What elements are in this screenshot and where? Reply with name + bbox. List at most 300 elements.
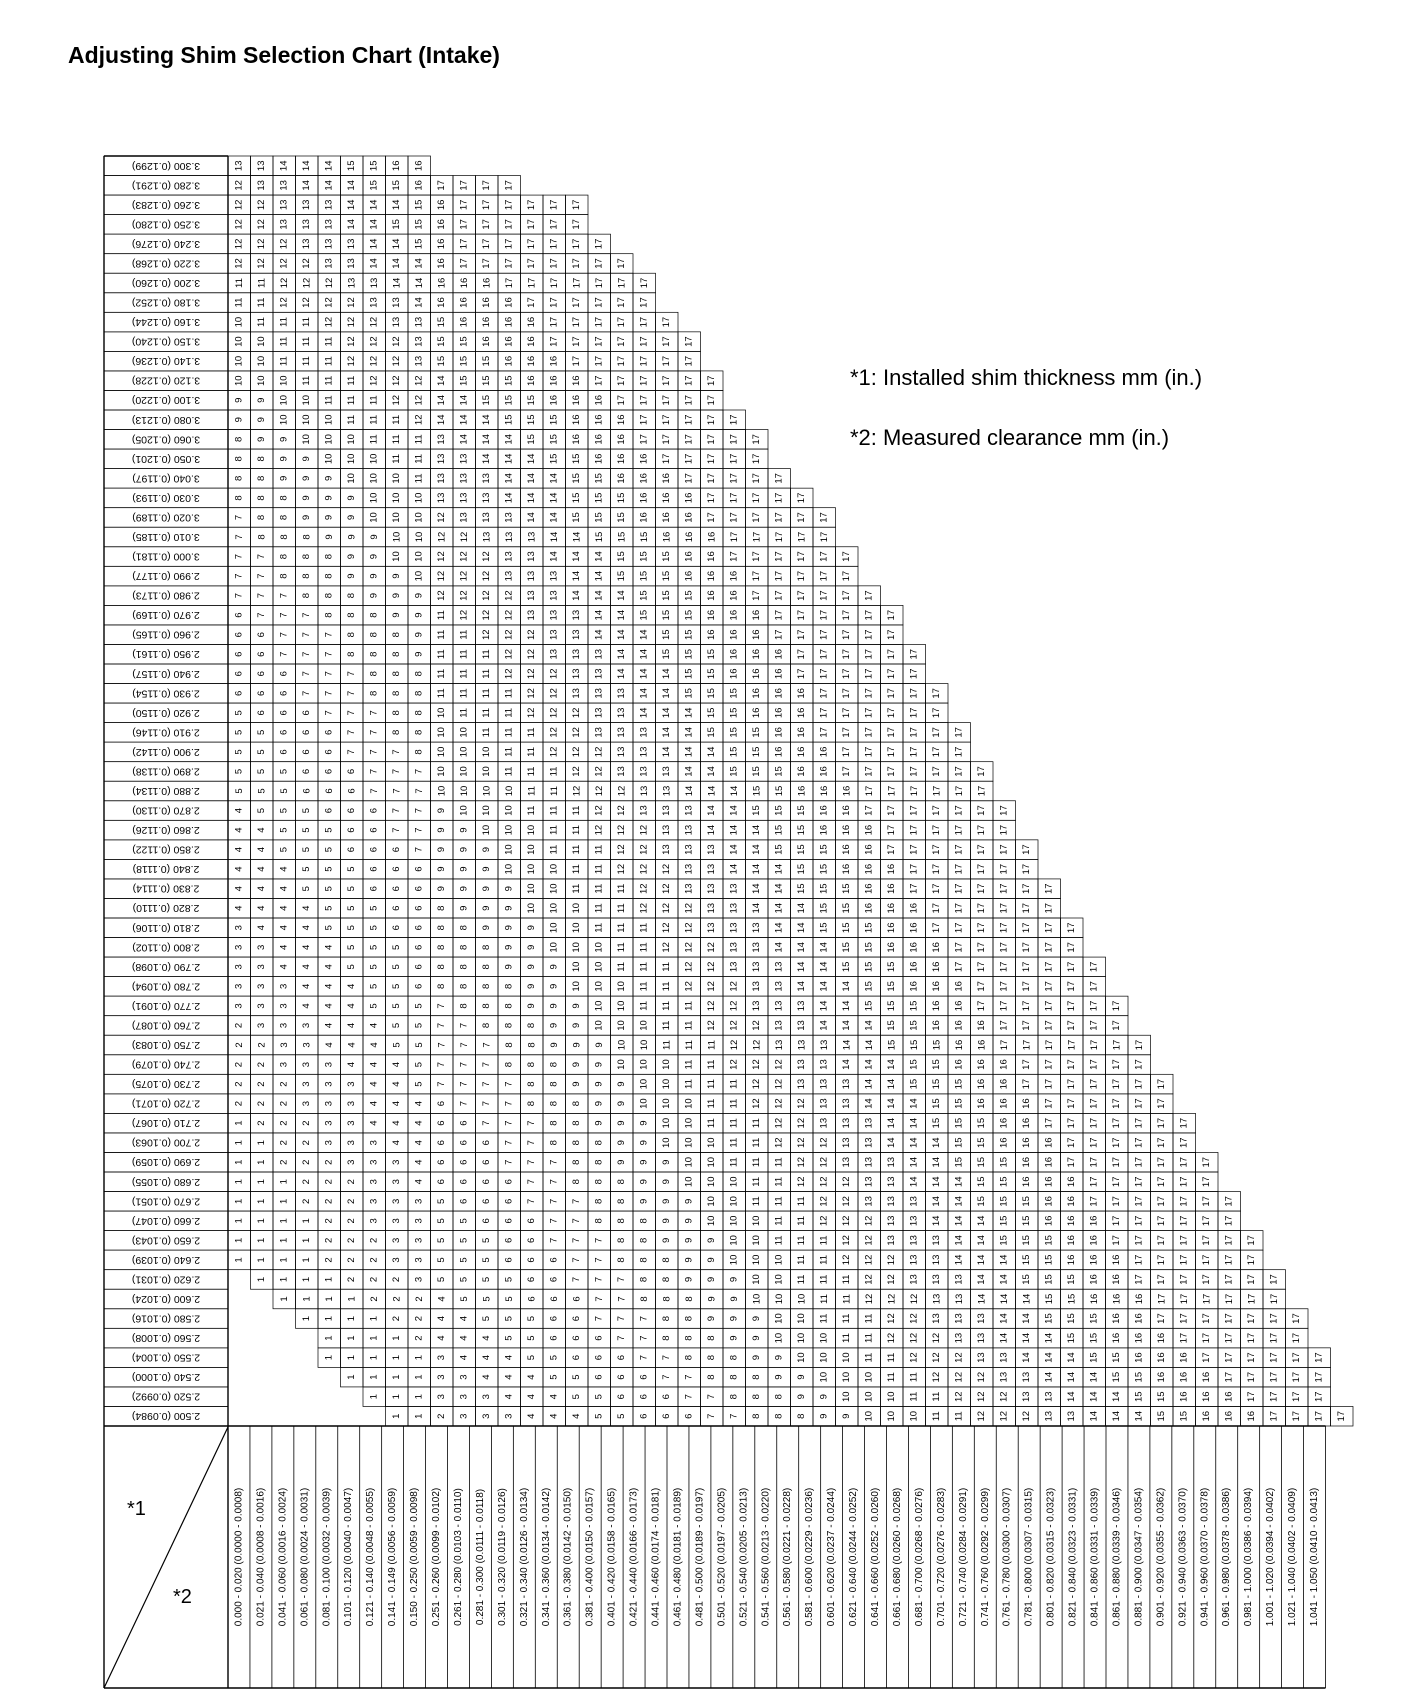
shim-number: 3	[278, 1042, 290, 1048]
shim-number: 15	[1021, 1215, 1033, 1227]
shim-number: 8	[571, 1140, 583, 1146]
shim-number: 17	[1088, 1078, 1100, 1090]
shim-number: 13	[368, 277, 380, 289]
shim-number: 4	[346, 983, 358, 990]
shim-number: 14	[323, 180, 335, 191]
shim-number: 17	[841, 648, 853, 660]
shim-number: 11	[661, 981, 673, 992]
shim-number: 17	[931, 805, 943, 816]
shim-number: 16	[818, 766, 830, 777]
shim-number: 17	[841, 570, 853, 582]
shim-number: 4	[368, 1042, 380, 1048]
shim-number: 6	[458, 1198, 470, 1204]
shim-number: 6	[391, 905, 403, 911]
shim-number: 9	[728, 1296, 740, 1302]
shim-number: 16	[571, 434, 583, 445]
shim-number: 7	[323, 651, 335, 657]
shim-number: 15	[728, 727, 740, 738]
shim-number: 9	[661, 1237, 673, 1244]
shim-number: 15	[976, 1137, 988, 1148]
shim-number: 13	[503, 570, 515, 582]
shim-number: 11	[548, 805, 560, 816]
shim-number: 12	[301, 277, 313, 289]
shim-number: 10	[436, 746, 448, 758]
shim-number: 3	[368, 1159, 380, 1165]
shim-number: 11	[458, 649, 470, 660]
shim-number: 17	[503, 258, 515, 269]
shim-number: 8	[323, 612, 335, 618]
shim-number: 17	[908, 648, 920, 660]
shim-number: 13	[796, 1020, 808, 1031]
shim-number: 14	[953, 1196, 965, 1207]
shim-number: 14	[751, 844, 763, 855]
shim-number: 17	[638, 414, 650, 426]
shim-number: 17	[1111, 1000, 1123, 1012]
shim-number: 2	[346, 1198, 358, 1204]
shim-number: 6	[278, 671, 290, 677]
shim-number: 17	[503, 238, 515, 250]
shim-number: 17	[773, 590, 785, 601]
shim-number: 14	[728, 785, 740, 797]
shim-number: 17	[638, 355, 650, 367]
shim-number: 7	[638, 1315, 650, 1322]
shim-number: 14	[548, 473, 560, 484]
shim-number: 17	[931, 902, 943, 914]
shim-number: 12	[841, 1235, 853, 1246]
shim-number: 10	[526, 844, 538, 855]
shim-number: 4	[256, 925, 268, 931]
shim-number: 13	[391, 297, 403, 308]
shim-number: 16	[998, 1059, 1010, 1070]
shim-number: 15	[773, 805, 785, 816]
shim-number: 15	[908, 1000, 920, 1012]
shim-number: 13	[683, 805, 695, 816]
shim-number: 16	[548, 355, 560, 367]
shim-number: 7	[233, 592, 245, 599]
shim-number: 12	[256, 199, 268, 211]
shim-number: 12	[638, 863, 650, 875]
shim-number: 5	[301, 886, 313, 892]
shim-number: 14	[413, 258, 425, 269]
shim-number: 7	[346, 710, 358, 716]
shim-number: 17	[1178, 1332, 1190, 1344]
thickness-labels	[132, 160, 200, 1422]
shim-number: 8	[368, 632, 380, 638]
shim-number: 13	[931, 1293, 943, 1305]
shim-number: 17	[931, 824, 943, 836]
shim-number: 17	[773, 629, 785, 640]
shim-number: 12	[278, 238, 290, 250]
shim-number: 17	[661, 453, 673, 465]
shim-number: 2	[391, 1315, 403, 1322]
shim-number: 5	[413, 1061, 425, 1068]
shim-number: 9	[391, 592, 403, 599]
shim-number: 5	[391, 1042, 403, 1048]
shim-number: 6	[683, 1413, 695, 1419]
shim-number: 15	[998, 1196, 1010, 1207]
shim-number: 17	[548, 316, 560, 328]
clearance-column-label: 0.341 - 0.360 (0.0134 - 0.0142)	[540, 1487, 552, 1627]
shim-number: 8	[481, 1022, 493, 1029]
shim-number: 16	[1156, 1352, 1168, 1363]
shim-number: 17	[1043, 922, 1055, 934]
shim-number: 9	[458, 866, 470, 872]
shim-number: 16	[1111, 1313, 1123, 1324]
shim-number: 12	[503, 609, 515, 621]
shim-number: 13	[683, 844, 695, 855]
shim-number: 14	[526, 473, 538, 484]
shim-number: 8	[368, 651, 380, 657]
shim-number: 3	[413, 1276, 425, 1283]
shim-number: 11	[503, 688, 515, 699]
shim-number: 15	[841, 922, 853, 934]
shim-number: 10	[548, 942, 560, 953]
shim-number: 7	[458, 1100, 470, 1107]
shim-number: 6	[571, 1315, 583, 1322]
shim-number: 17	[616, 336, 628, 347]
shim-number: 10	[841, 1371, 853, 1383]
shim-number: 16	[1043, 1196, 1055, 1207]
shim-number: 12	[751, 1039, 763, 1051]
shim-number: 17	[1223, 1332, 1235, 1344]
shim-number: 7	[593, 1315, 605, 1322]
shim-number: 3	[391, 1257, 403, 1263]
shim-number: 3	[256, 964, 268, 970]
shim-number: 15	[796, 883, 808, 894]
thickness-row-label: 2.770 (0.1091)	[131, 999, 201, 1012]
shim-number: 1	[413, 1354, 425, 1361]
shim-number: 12	[548, 727, 560, 738]
shim-number: 10	[796, 1293, 808, 1305]
shim-number: 1	[233, 1140, 245, 1146]
shim-number: 17	[683, 375, 695, 386]
shim-number: 14	[1088, 1391, 1100, 1402]
shim-number: 10	[863, 1371, 875, 1383]
shim-number: 2	[256, 1061, 268, 1068]
shim-number: 17	[1021, 961, 1033, 973]
shim-number: 11	[346, 375, 358, 386]
shim-number: 4	[458, 1335, 470, 1341]
shim-number: 17	[1066, 922, 1078, 934]
shim-number: 6	[526, 1296, 538, 1302]
shim-number: 11	[841, 1294, 853, 1304]
shim-number: 13	[593, 648, 605, 660]
shim-number: 8	[368, 671, 380, 677]
shim-number: 13	[638, 766, 650, 777]
shim-number: 12	[773, 1137, 785, 1148]
shim-number: 16	[1088, 1274, 1100, 1285]
shim-number: 13	[863, 1117, 875, 1129]
shim-number: 10	[391, 512, 403, 523]
shim-number: 12	[256, 238, 268, 250]
shim-number: 4	[571, 1413, 583, 1419]
shim-number: 17	[1178, 1196, 1190, 1207]
shim-number: 16	[1133, 1352, 1145, 1363]
shim-number: 17	[1111, 1176, 1123, 1188]
shim-number: 16	[616, 434, 628, 445]
shim-number: 10	[233, 316, 245, 328]
shim-number: 10	[616, 981, 628, 992]
shim-number: 8	[638, 1296, 650, 1302]
shim-number: 13	[773, 961, 785, 973]
shim-number: 16	[953, 1059, 965, 1070]
shim-number: 9	[458, 827, 470, 833]
shim-number: 7	[638, 1335, 650, 1341]
shim-number: 10	[256, 355, 268, 367]
shim-number: 5	[458, 1237, 470, 1244]
shim-number: 9	[301, 514, 313, 521]
shim-number: 4	[323, 1022, 335, 1029]
shim-number: 14	[773, 922, 785, 934]
shim-number: 14	[728, 805, 740, 816]
thickness-row-label: 2.940 (0.1157)	[132, 667, 200, 680]
shim-number: 11	[661, 1000, 673, 1011]
shim-number: 7	[346, 671, 358, 677]
shim-number: 8	[593, 1179, 605, 1185]
shim-number: 16	[773, 707, 785, 719]
shim-number: 9	[683, 1276, 695, 1283]
shim-number: 12	[976, 1410, 988, 1422]
shim-number: 8	[301, 553, 313, 560]
shim-number: 17	[931, 883, 943, 894]
shim-number: 15	[1178, 1410, 1190, 1422]
shim-number: 17	[481, 238, 493, 250]
shim-number: 4	[323, 1003, 335, 1009]
shim-number: 17	[1111, 1235, 1123, 1246]
shim-number: 17	[908, 688, 920, 699]
shim-number: 16	[1133, 1293, 1145, 1305]
shim-number: 12	[526, 648, 538, 660]
shim-number: 12	[796, 1117, 808, 1129]
shim-number: 17	[886, 609, 898, 621]
shim-number: 11	[706, 1098, 718, 1109]
shim-number: 16	[796, 707, 808, 719]
shim-number: 12	[616, 785, 628, 797]
shim-number: 11	[278, 356, 290, 367]
shim-number: 17	[953, 844, 965, 855]
shim-number: 5	[503, 1296, 515, 1302]
shim-number: 5	[526, 1354, 538, 1361]
shim-number: 14	[1066, 1371, 1078, 1383]
shim-number: 11	[661, 1020, 673, 1031]
shim-number: 10	[481, 766, 493, 777]
shim-number: 1	[323, 1335, 335, 1341]
shim-number: 17	[976, 863, 988, 875]
shim-number: 1	[278, 1179, 290, 1185]
shim-number: 12	[571, 727, 583, 738]
shim-number: 9	[661, 1218, 673, 1224]
shim-number: 15	[886, 1000, 898, 1012]
shim-number: 16	[706, 590, 718, 601]
shim-number: 10	[683, 1098, 695, 1109]
shim-number: 1	[391, 1374, 403, 1380]
shim-number: 13	[593, 707, 605, 719]
shim-number: 16	[796, 688, 808, 699]
shim-number: 6	[413, 944, 425, 950]
shim-number: 17	[458, 238, 470, 250]
shim-number: 15	[391, 180, 403, 191]
shim-number: 13	[278, 219, 290, 230]
shim-number: 17	[1156, 1137, 1168, 1148]
shim-number: 16	[571, 375, 583, 386]
shim-number: 12	[683, 902, 695, 914]
shim-number: 17	[1201, 1235, 1213, 1246]
shim-number: 15	[863, 1000, 875, 1012]
shim-number: 13	[526, 531, 538, 543]
shim-number: 12	[683, 922, 695, 934]
shim-number: 8	[458, 925, 470, 931]
shim-number: 13	[908, 1235, 920, 1246]
clearance-column-label: 0.121 - 0.140 (0.0048 - 0.0055)	[365, 1487, 377, 1627]
thickness-row-label: 2.560 (0.1008)	[131, 1332, 201, 1345]
shim-number: 13	[931, 1274, 943, 1285]
shim-number: 6	[593, 1374, 605, 1380]
shim-number: 3	[368, 1218, 380, 1224]
shim-number: 12	[436, 590, 448, 601]
shim-number: 17	[616, 355, 628, 367]
shim-number: 13	[616, 688, 628, 699]
shim-number: 10	[481, 746, 493, 758]
shim-number: 12	[458, 531, 470, 543]
shim-number: 2	[368, 1237, 380, 1244]
shim-number: 17	[863, 746, 875, 758]
shim-number: 16	[1223, 1391, 1235, 1402]
shim-number: 17	[503, 219, 515, 230]
shim-number: 3	[391, 1159, 403, 1165]
shim-number: 9	[751, 1335, 763, 1341]
shim-number: 15	[1066, 1332, 1078, 1344]
shim-number: 7	[233, 573, 245, 579]
shim-number: 9	[323, 514, 335, 521]
shim-number: 13	[436, 453, 448, 465]
shim-number: 9	[796, 1394, 808, 1400]
shim-number: 17	[796, 512, 808, 523]
shim-number: 16	[503, 336, 515, 347]
shim-number: 2	[346, 1276, 358, 1283]
shim-number: 5	[548, 1354, 560, 1361]
shim-number: 3	[458, 1374, 470, 1380]
shim-number: 6	[503, 1179, 515, 1185]
shim-number: 11	[481, 649, 493, 660]
shim-number: 10	[751, 1235, 763, 1246]
shim-number: 17	[1291, 1313, 1303, 1324]
shim-number: 12	[413, 375, 425, 386]
shim-number: 6	[346, 807, 358, 814]
shim-number: 12	[368, 336, 380, 347]
shim-number: 12	[548, 668, 560, 680]
shim-number: 15	[1021, 1254, 1033, 1266]
shim-number: 17	[1268, 1352, 1280, 1363]
shim-number: 16	[661, 531, 673, 543]
shim-number: 6	[323, 768, 335, 775]
shim-number: 10	[706, 1196, 718, 1207]
shim-number: 15	[886, 1039, 898, 1051]
shim-number: 16	[436, 238, 448, 250]
shim-number: 13	[683, 863, 695, 875]
shim-number: 17	[1088, 1039, 1100, 1051]
shim-number: 14	[706, 746, 718, 758]
shim-number: 17	[1156, 1078, 1168, 1090]
shim-number: 15	[1111, 1371, 1123, 1383]
shim-number: 16	[773, 648, 785, 660]
shim-number: 11	[638, 1000, 650, 1011]
shim-number: 17	[908, 785, 920, 797]
shim-number: 16	[1088, 1215, 1100, 1227]
shim-number: 7	[368, 768, 380, 775]
shim-number: 13	[436, 473, 448, 484]
shim-number: 11	[638, 961, 650, 972]
shim-number: 10	[638, 1020, 650, 1031]
shim-number: 16	[1021, 1156, 1033, 1168]
shim-number: 11	[503, 746, 515, 757]
shim-number: 6	[571, 1335, 583, 1341]
shim-number: 17	[1043, 1020, 1055, 1031]
shim-number: 4	[526, 1394, 538, 1400]
shim-number: 6	[368, 807, 380, 814]
shim-number: 4	[481, 1374, 493, 1380]
clearance-column-label: 0.521 - 0.540 (0.0205 - 0.0213)	[738, 1487, 750, 1627]
shim-number: 10	[526, 883, 538, 894]
shim-number: 10	[706, 1156, 718, 1168]
shim-number: 17	[1291, 1332, 1303, 1344]
clearance-column-label: 0.741 - 0.760 (0.0292 - 0.0299)	[979, 1487, 991, 1627]
shim-number: 14	[301, 160, 313, 172]
shim-number: 7	[616, 1276, 628, 1283]
shim-number: 4	[368, 1061, 380, 1068]
shim-number: 9	[773, 1374, 785, 1380]
shim-number: 3	[458, 1413, 470, 1419]
shim-number: 9	[638, 1198, 650, 1204]
clearance-column-label: 0.361 - 0.380 (0.0142 - 0.0150)	[562, 1487, 574, 1627]
shim-number: 6	[458, 1140, 470, 1146]
shim-number: 7	[616, 1335, 628, 1341]
shim-number: 17	[1133, 1215, 1145, 1227]
shim-number: 11	[841, 1274, 853, 1285]
shim-number: 9	[548, 983, 560, 990]
shim-number: 7	[256, 592, 268, 599]
shim-number: 10	[616, 1059, 628, 1070]
shim-number: 17	[728, 453, 740, 465]
shim-number: 14	[413, 277, 425, 289]
shim-number: 11	[256, 317, 268, 328]
shim-number: 13	[526, 590, 538, 601]
shim-number: 2	[346, 1179, 358, 1185]
shim-number: 14	[841, 1000, 853, 1012]
shim-number: 17	[1088, 1137, 1100, 1148]
shim-number: 10	[548, 922, 560, 934]
shim-number: 9	[593, 1042, 605, 1048]
shim-number: 8	[503, 1022, 515, 1029]
shim-number: 17	[1201, 1313, 1213, 1324]
shim-number: 6	[368, 827, 380, 833]
shim-number: 12	[638, 883, 650, 894]
shim-number: 15	[773, 766, 785, 777]
shim-number: 17	[976, 961, 988, 973]
shim-number: 10	[638, 1078, 650, 1090]
thickness-row-label: 3.050 (0.1201)	[131, 452, 201, 465]
shim-number: 14	[773, 863, 785, 875]
shim-number: 17	[1043, 1059, 1055, 1070]
shim-number: 17	[1066, 942, 1078, 953]
shim-number: 11	[323, 375, 335, 386]
shim-number: 17	[1043, 942, 1055, 953]
shim-number: 1	[413, 1413, 425, 1419]
shim-number: 5	[346, 925, 358, 931]
shim-number: 12	[323, 297, 335, 308]
shim-number: 8	[368, 690, 380, 696]
shim-number: 10	[391, 473, 403, 484]
shim-number: 14	[818, 942, 830, 953]
